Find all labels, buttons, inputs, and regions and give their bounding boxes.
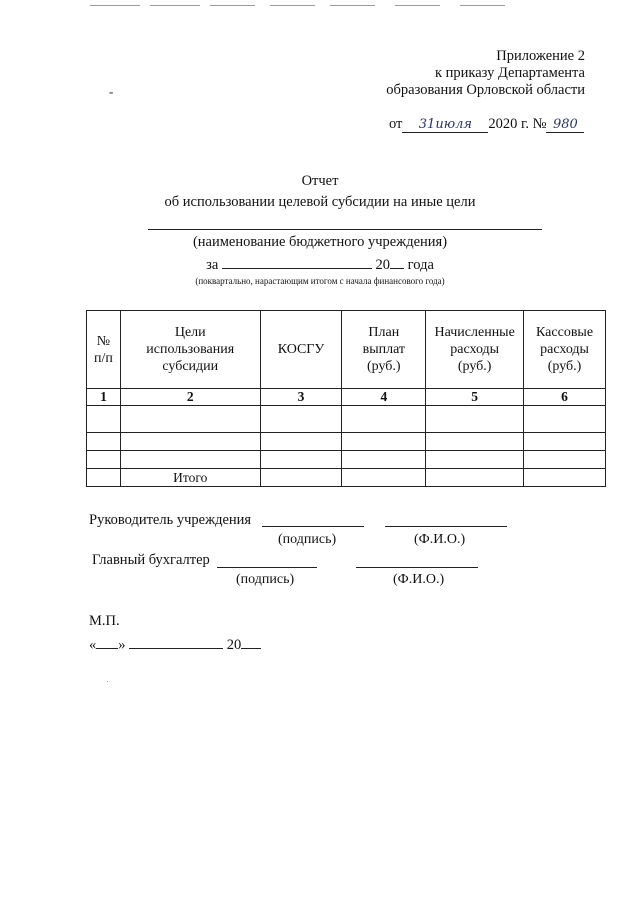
table-cell[interactable] [426,451,524,469]
total-label: Итого [120,469,260,487]
table-cell[interactable] [120,451,260,469]
head-signature-caption: (подпись) [278,532,337,547]
date-open-quote: « [89,637,97,653]
head-name-line[interactable] [385,526,507,527]
header-text: выплат [362,342,406,357]
header-text: № [96,333,111,349]
table-cell[interactable] [524,433,606,451]
column-header-cash [524,311,606,389]
table-row [87,406,606,433]
date-close-quote: » [118,637,126,653]
column-number: 1 [87,389,121,406]
table-cell[interactable] [260,406,342,433]
column-header-accrued [426,311,524,389]
header-text: (руб.) [367,359,401,374]
period-note: (поквартально, нарастающим итогом с начала финансового года) [195,276,445,286]
header-text: План [368,325,400,340]
head-signature-label: Руководитель учреждения [89,512,252,528]
header-text: Кассовые [536,325,594,340]
table-header-row [87,311,606,389]
column-number: 6 [524,389,606,406]
column-header-purpose [120,311,260,389]
seal-label: М.П. [89,613,120,629]
subsidy-report-table [86,310,606,487]
table-cell[interactable] [260,451,342,469]
report-title: Отчет [301,173,339,189]
table-cell[interactable] [342,469,426,487]
header-text: субсидии [162,359,219,374]
appendix-title: Приложение 2 [496,48,585,64]
appendix-department: образования Орловской области [386,82,585,98]
head-signature-line[interactable] [262,526,364,527]
accountant-signature-caption: (подпись) [236,572,295,587]
period-prefix: за [206,257,219,273]
table-cell[interactable] [524,406,606,433]
table-cell[interactable] [120,406,260,433]
order-number-handwritten: 980 [546,117,584,133]
institution-caption: (наименование бюджетного учреждения) [192,234,448,250]
scan-artifact-line [90,5,140,6]
accountant-signature-line[interactable] [217,567,317,568]
appendix-header [386,48,585,99]
table-cell[interactable] [524,469,606,487]
header-text: КОСГУ [277,342,325,357]
column-header-kosgu [260,311,342,389]
table-cell[interactable] [260,469,342,487]
scan-artifact-line [210,5,255,6]
column-number: 3 [260,389,342,406]
order-year: 2020 г. № [488,116,547,132]
date-line [89,635,261,654]
head-name-caption: (Ф.И.О.) [414,532,466,547]
scan-artifact-line [330,5,375,6]
table-cell[interactable] [87,451,121,469]
order-date-handwritten: 31июля [402,117,488,133]
column-number-row [87,389,606,406]
scan-artifact-line [460,5,505,6]
institution-name-line [148,229,542,230]
date-day-blank[interactable] [96,635,118,649]
table-cell[interactable] [426,469,524,487]
header-text: Начисленные [434,325,515,340]
period-blank[interactable] [222,255,372,269]
column-number: 2 [120,389,260,406]
date-month-blank[interactable] [129,635,223,649]
scan-artifact-line [270,5,315,6]
table-cell[interactable] [120,433,260,451]
scan-artifact-mark: - [109,84,114,99]
scan-artifact-line [150,5,200,6]
table-row [87,451,606,469]
table-cell[interactable] [87,469,121,487]
header-text: (руб.) [547,359,582,374]
period-year: 20 [375,257,391,273]
table-cell[interactable] [87,433,121,451]
accountant-name-line[interactable] [356,567,478,568]
table-cell[interactable] [342,406,426,433]
header-text: расходы [540,342,589,357]
column-header-plan [342,311,426,389]
table-cell[interactable] [342,433,426,451]
accountant-name-caption: (Ф.И.О.) [393,572,445,587]
header-text: п/п [94,350,113,366]
header-text: использования [146,342,235,357]
date-year-blank[interactable] [241,635,261,649]
period-year-blank[interactable] [390,255,404,269]
report-period [0,255,640,274]
accountant-signature-label: Главный бухгалтер [92,552,210,568]
column-header-number [87,311,121,389]
table-cell[interactable] [426,433,524,451]
table-cell[interactable] [87,406,121,433]
column-number: 4 [342,389,426,406]
table-cell[interactable] [260,433,342,451]
header-text: расходы [450,342,500,357]
appendix-order-ref: к приказу Департамента [434,65,585,81]
table-cell[interactable] [426,406,524,433]
table-cell[interactable] [342,451,426,469]
total-row [87,469,606,487]
period-suffix: года [407,257,434,273]
table-cell[interactable] [524,451,606,469]
date-year: 20 [226,637,242,653]
report-subtitle: об использовании целевой субсидии на иные цели [164,194,476,210]
scan-artifact-dot [107,681,108,682]
header-text: Цели [174,325,206,340]
order-date-line [389,116,584,133]
scan-artifact-line [395,5,440,6]
header-text: (руб.) [457,359,492,374]
table-row [87,433,606,451]
order-prefix: от [389,116,403,132]
column-number: 5 [426,389,524,406]
